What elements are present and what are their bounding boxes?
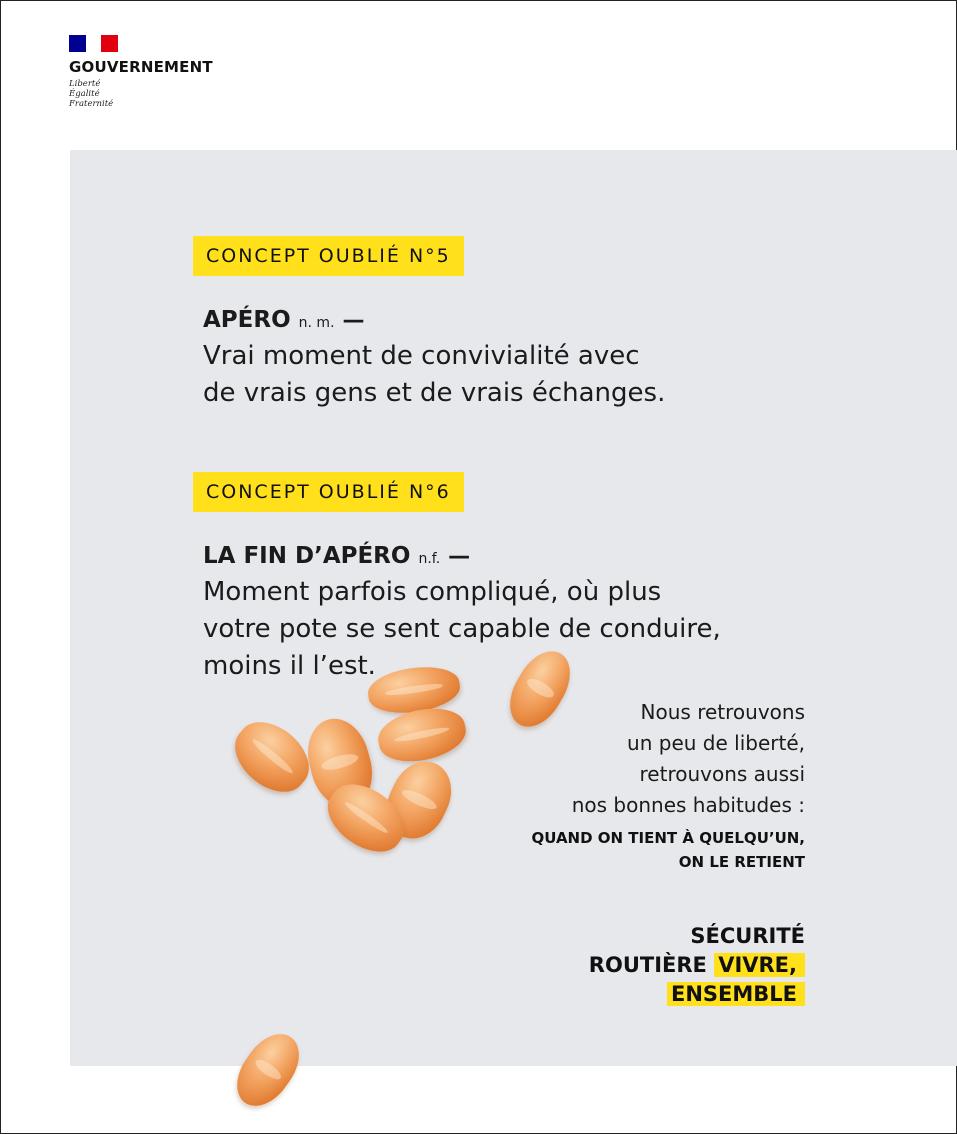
motto-egalite: Égalité <box>69 89 100 99</box>
concept-tag-6: CONCEPT OUBLIÉ N°6 <box>193 472 464 512</box>
definition-dash: — <box>342 308 365 333</box>
definition-fin-apero <box>203 541 721 685</box>
securite-routiere-logo <box>589 922 805 1009</box>
motto-fraternite: Fraternité <box>69 99 114 109</box>
government-logo <box>69 35 213 109</box>
government-label: GOUVERNEMENT <box>69 58 213 76</box>
term-apero: APÉRO <box>203 307 291 333</box>
brand-line-1: SÉCURITÉ <box>690 924 805 948</box>
grammar-note: n. m. <box>298 315 335 331</box>
campaign-slogan: QUAND ON TIENT À QUELQU’UN, ON LE RETIENT <box>531 829 805 871</box>
definition-dash: — <box>448 544 471 569</box>
definition-text: Vrai moment de convivialité avec de vrais gens et de vrais échanges. <box>203 341 666 408</box>
republic-motto <box>69 79 213 109</box>
brand-routiere: ROUTIÈRE <box>588 953 707 977</box>
campaign-message: Nous retrouvons un peu de liberté, retrouvons aussi nos bonnes habitudes : <box>571 700 805 817</box>
french-flag-icon <box>69 35 118 52</box>
concept-tag-5: CONCEPT OUBLIÉ N°5 <box>193 236 464 276</box>
definition-apero <box>203 305 665 412</box>
definition-text: Moment parfois compliqué, où plus votre pote se sent capable de conduire, moins il l’est. <box>203 577 721 681</box>
term-fin-apero: LA FIN D’APÉRO <box>203 543 411 569</box>
brand-vivre: VIVRE, <box>714 953 805 977</box>
brand-ensemble: ENSEMBLE <box>667 982 805 1006</box>
grammar-note: n.f. <box>418 551 441 567</box>
motto-liberte: Liberté <box>69 79 101 89</box>
